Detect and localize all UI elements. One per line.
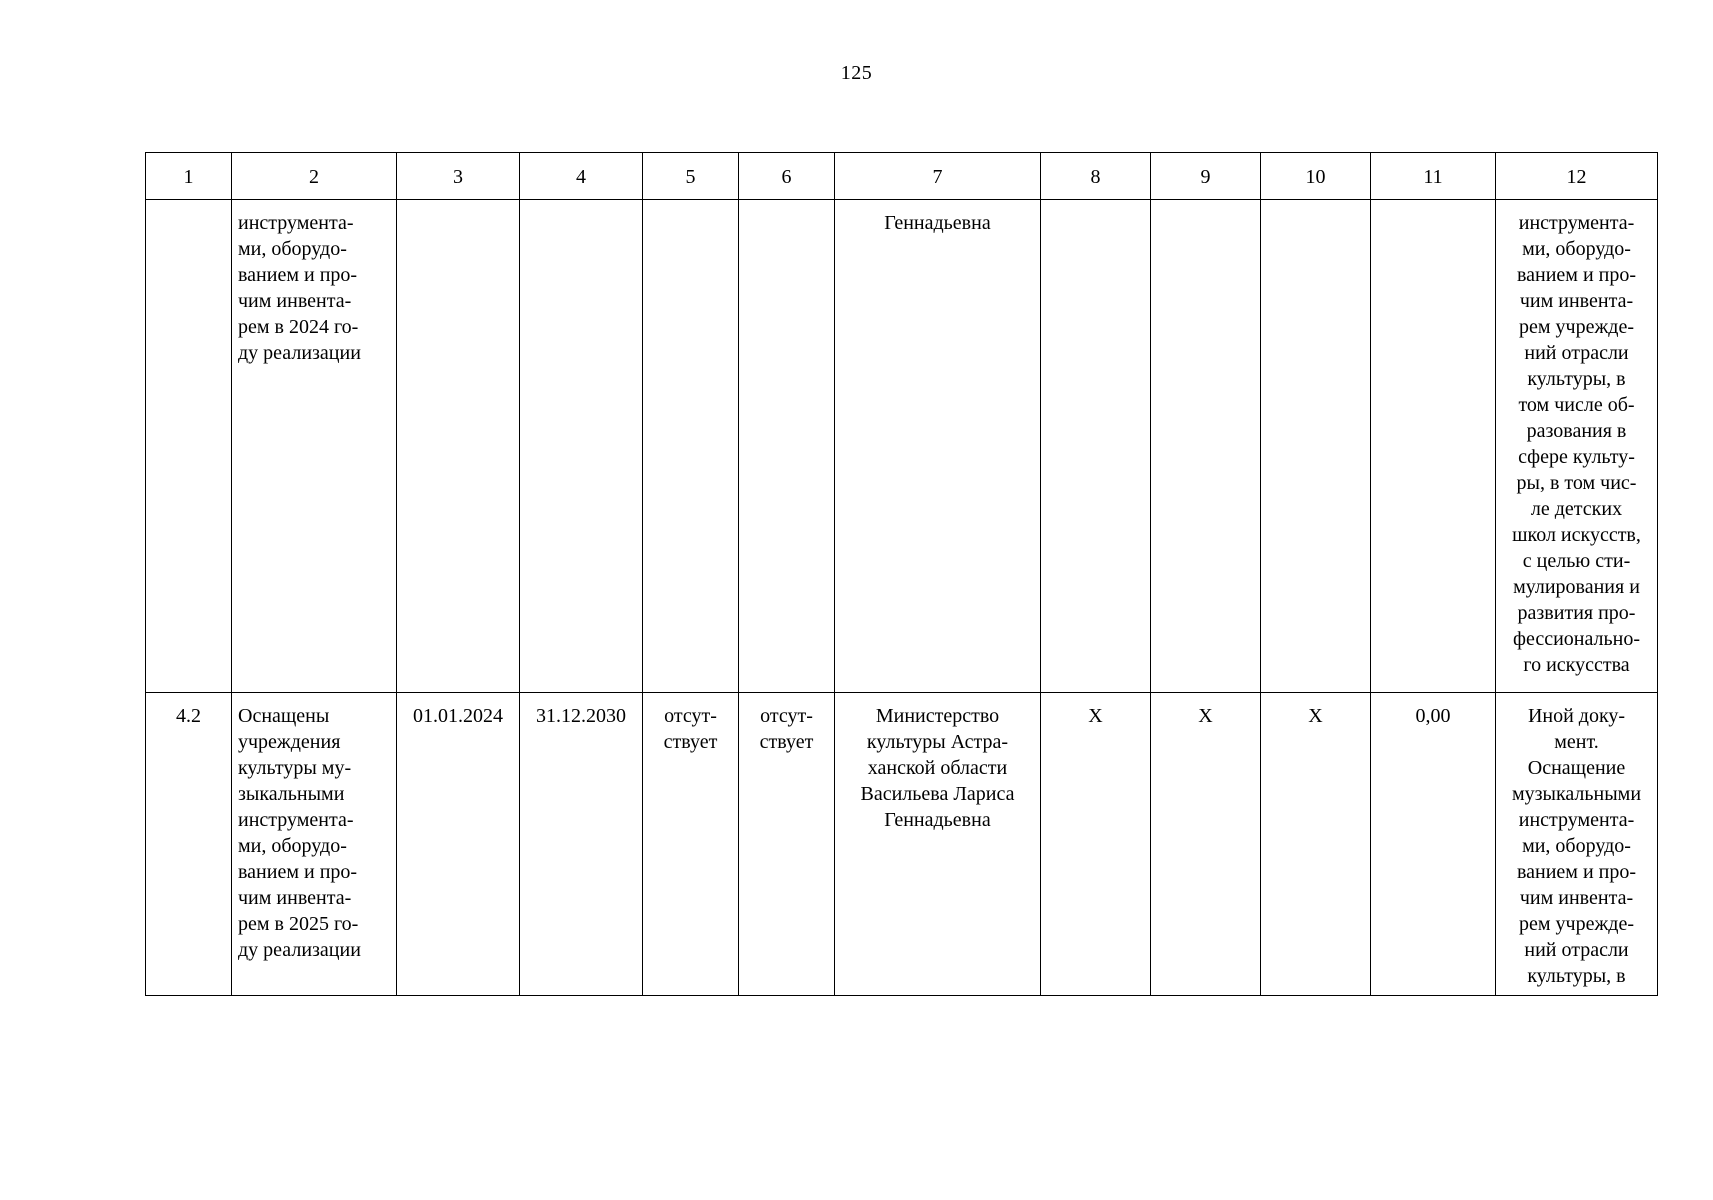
row1-responsible-cell: Геннадьевна [835, 200, 1041, 693]
row2-col9-cell: Х [1151, 693, 1261, 996]
row2-result-name-cell: Оснащены учреждения культуры му- зыкальными инструмента- ми, оборудо- ванием и про- чим инвента- рем в 2025 го- ду реализации [232, 693, 397, 996]
row1-start-date-cell [397, 200, 520, 693]
row2-col5-cell: отсут- ствует [643, 693, 739, 996]
row2-responsible-cell: Министерство культуры Астра- ханской области Васильева Лариса Геннадьевна [835, 693, 1041, 996]
table-header-row [146, 153, 1658, 200]
row1-description-cell: инструмента- ми, оборудо- ванием и про- чим инвента- рем учрежде- ний отрасли культуры, в том числе об- разования в сфере культу- ры, в том чис- ле детских школ искусств, с целью сти- мулирования и развития про- фессионально- го искусства [1496, 200, 1658, 693]
row1-col9-cell [1151, 200, 1261, 693]
row2-number-cell: 4.2 [146, 693, 232, 996]
header-cell-5: 5 [643, 153, 739, 200]
plan-table [145, 152, 1658, 996]
header-cell-11: 11 [1371, 153, 1496, 200]
row2-col10-cell: Х [1261, 693, 1371, 996]
header-cell-4: 4 [520, 153, 643, 200]
page-number: 125 [840, 62, 873, 84]
table-row [146, 200, 1658, 693]
header-cell-1: 1 [146, 153, 232, 200]
row2-col8-cell: Х [1041, 693, 1151, 996]
row2-col11-cell: 0,00 [1371, 693, 1496, 996]
row2-start-date-cell: 01.01.2024 [397, 693, 520, 996]
header-cell-10: 10 [1261, 153, 1371, 200]
header-cell-3: 3 [397, 153, 520, 200]
header-cell-12: 12 [1496, 153, 1658, 200]
header-cell-8: 8 [1041, 153, 1151, 200]
row2-col6-cell: отсут- ствует [739, 693, 835, 996]
header-cell-9: 9 [1151, 153, 1261, 200]
row1-end-date-cell [520, 200, 643, 693]
row1-col8-cell [1041, 200, 1151, 693]
header-cell-7: 7 [835, 153, 1041, 200]
header-cell-2: 2 [232, 153, 397, 200]
row1-col5-cell [643, 200, 739, 693]
row1-result-name-cell: инструмента- ми, оборудо- ванием и про- чим инвента- рем в 2024 го- ду реализации [232, 200, 397, 693]
row2-description-cell: Иной доку- мент. Оснащение музыкальными инструмента- ми, оборудо- ванием и про- чим инвента- рем учрежде- ний отрасли культуры, в [1496, 693, 1658, 996]
table-row [146, 693, 1658, 996]
row2-end-date-cell: 31.12.2030 [520, 693, 643, 996]
row1-col11-cell [1371, 200, 1496, 693]
header-cell-6: 6 [739, 153, 835, 200]
row1-col10-cell [1261, 200, 1371, 693]
row1-number-cell [146, 200, 232, 693]
row1-col6-cell [739, 200, 835, 693]
